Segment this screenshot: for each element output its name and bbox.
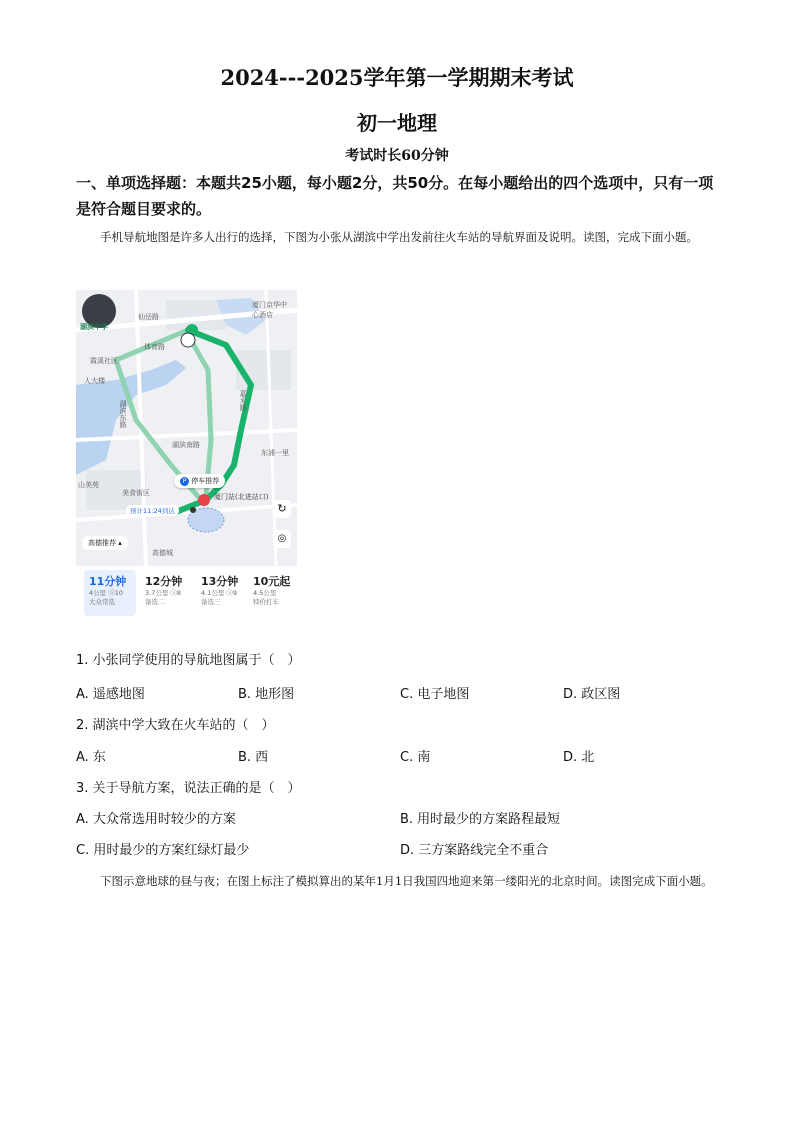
plan-time: 12分钟: [145, 575, 183, 588]
place-label: 高德城: [152, 549, 173, 557]
option-b[interactable]: B. 西: [238, 750, 269, 765]
plan-detail: 4.1公里 ⓐ9: [201, 589, 238, 597]
plan-tag: 备选二: [145, 598, 165, 606]
question-stem: 1. 小张同学使用的导航地图属于（ ）: [76, 653, 301, 668]
question-intro: 下图示意地球的昼与夜；在图上标注了模拟算出的某年1月1日我国四地迎来第一缕阳光的北京时间。读图完成下面小题。: [100, 874, 713, 888]
exam-title: 2024---2025学年第一学期期末考试: [220, 65, 574, 90]
route-plan-taxi[interactable]: [248, 570, 300, 616]
option-c[interactable]: C. 南: [400, 750, 431, 765]
locate-icon[interactable]: ◎: [273, 530, 291, 548]
place-label: 美食街区: [122, 489, 150, 497]
road-label: 体育路: [144, 343, 165, 351]
option-b[interactable]: B. 用时最少的方案路程最短: [400, 812, 561, 827]
subject-title: 初一地理: [357, 111, 437, 135]
question-stem: 2. 湖滨中学大致在火车站的（ ）: [76, 718, 275, 733]
option-d[interactable]: D. 三方案路线完全不重合: [400, 843, 549, 858]
option-c[interactable]: C. 用时最少的方案红绿灯最少: [76, 843, 250, 858]
plan-tag: 大众常选: [89, 598, 115, 606]
road-label: 湖滨东路: [119, 400, 127, 428]
brand-label: 湖滨中学: [80, 323, 108, 331]
road-label: 嘉禾路: [239, 390, 247, 411]
plan-time: 13分钟: [201, 575, 239, 588]
road-label: 仙岳路: [138, 313, 159, 321]
eta-badge: 预计11:24到达: [126, 505, 179, 516]
option-a[interactable]: A. 东: [76, 750, 106, 765]
parking-button[interactable]: [174, 474, 225, 488]
parking-label: 停车推荐: [191, 477, 220, 485]
place-label: 山美苑: [78, 481, 99, 489]
station-label: 厦门站(北进站口): [214, 493, 269, 501]
plan-detail: 4公里 ⓐ10: [89, 589, 123, 597]
section-heading: 一、单项选择题：本题共25小题，每小题2分，共50分。在每小题给出的四个选项中，只有一项是符合题目要求的。: [76, 174, 714, 218]
parking-icon: P: [180, 477, 189, 486]
option-c[interactable]: C. 电子地图: [400, 687, 470, 702]
place-label: 厦门京华中心酒店: [252, 301, 287, 319]
option-d[interactable]: D. 北: [563, 750, 595, 765]
chevron-up-icon: ▴: [118, 539, 122, 547]
plan-time: 11分钟: [89, 575, 127, 588]
option-b[interactable]: B. 地形图: [238, 687, 295, 702]
plan-tag: 备选三: [201, 598, 221, 606]
plan-tag: 特价打车: [253, 598, 279, 606]
navigation-map: [76, 290, 297, 566]
route-plans: [76, 566, 297, 618]
road-label: 湖滨南路: [172, 441, 200, 449]
option-a[interactable]: A. 大众常选用时较少的方案: [76, 812, 236, 827]
road-label: 东浦一里: [261, 449, 289, 457]
recommend-dropdown[interactable]: [82, 536, 128, 550]
refresh-icon[interactable]: ↻: [273, 500, 291, 518]
route-plan-1[interactable]: [84, 570, 136, 616]
place-label: 霞溪社区: [90, 357, 118, 365]
option-d[interactable]: D. 政区图: [563, 687, 621, 702]
plan-time: 10元起: [253, 575, 291, 588]
option-a[interactable]: A. 遥感地图: [76, 687, 145, 702]
question-intro: 手机导航地图是许多人出行的选择，下图为小张从湖滨中学出发前往火车站的导航界面及说明。读图，完成下面小题。: [100, 230, 698, 244]
exam-duration: 考试时长60分钟: [345, 148, 449, 164]
plan-detail: 3.7公里 ⓐ8: [145, 589, 182, 597]
recommend-label: 高德推荐: [88, 539, 116, 547]
plan-detail: 4.5公里: [253, 589, 277, 597]
route-plan-3[interactable]: [196, 570, 248, 616]
question-stem: 3. 关于导航方案，说法正确的是（ ）: [76, 781, 301, 796]
place-label: 人大楼: [84, 377, 105, 385]
route-plan-2[interactable]: [140, 570, 192, 616]
